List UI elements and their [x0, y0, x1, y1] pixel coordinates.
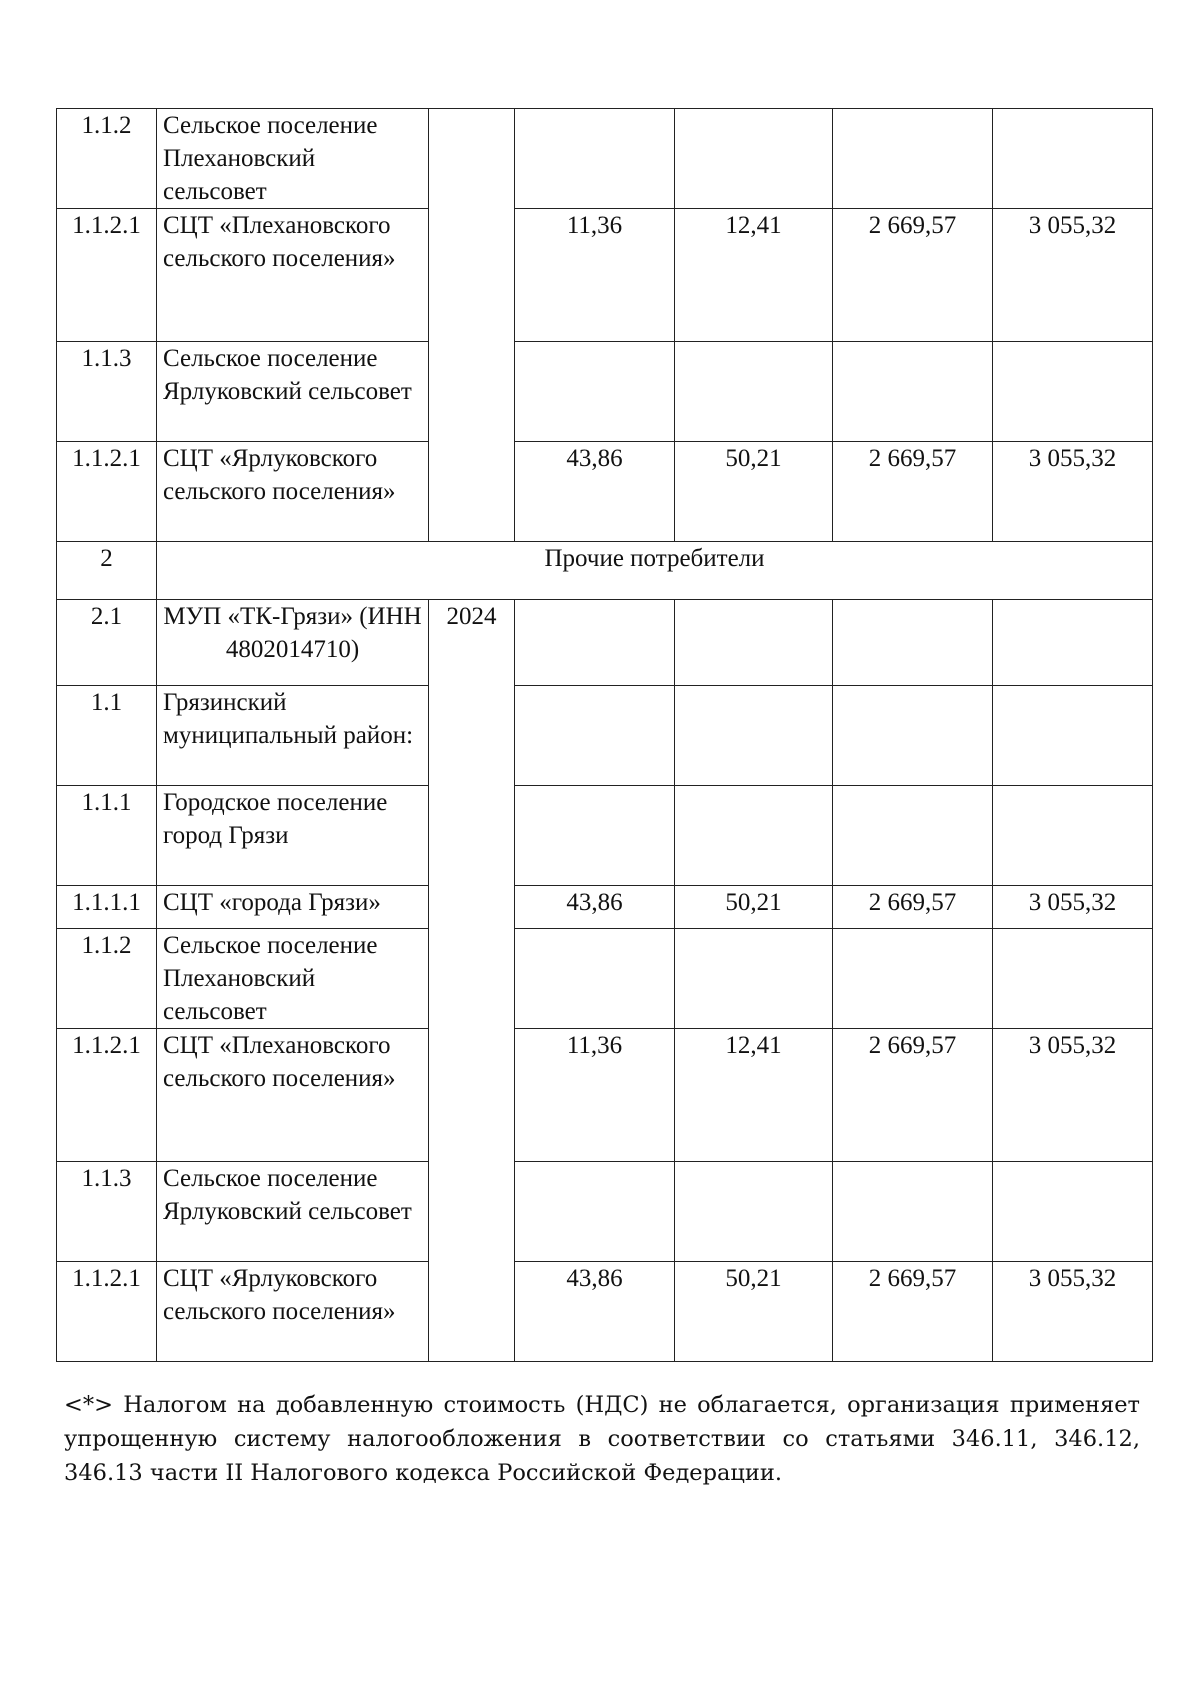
value-cell: 11,36	[515, 209, 675, 342]
row-number: 1.1.2	[57, 929, 157, 1029]
year-cell: 2024	[429, 600, 515, 1362]
row-name: Сельское поселение Ярлуковский сельсовет	[157, 342, 429, 442]
row-number: 1.1.2.1	[57, 1029, 157, 1162]
value-cell: 3 055,32	[993, 442, 1153, 542]
value-cell: 2 669,57	[833, 209, 993, 342]
row-number: 2.1	[57, 600, 157, 686]
value-cell: 50,21	[675, 886, 833, 929]
value-cell: 43,86	[515, 442, 675, 542]
value-cell: 43,86	[515, 886, 675, 929]
table-row	[57, 109, 1153, 209]
tariff-table	[56, 108, 1153, 1362]
row-name: СЦТ «Плехановского сельского поселения»	[157, 1029, 429, 1162]
table-row	[57, 886, 1153, 929]
value-cell: 2 669,57	[833, 886, 993, 929]
value-cell: 2 669,57	[833, 1029, 993, 1162]
row-name: Городское поселение город Грязи	[157, 786, 429, 886]
row-number: 1.1.3	[57, 1162, 157, 1262]
table-row	[57, 1162, 1153, 1262]
table-row	[57, 442, 1153, 542]
value-cell: 2 669,57	[833, 442, 993, 542]
value-cell: 50,21	[675, 442, 833, 542]
value-cell: 11,36	[515, 1029, 675, 1162]
row-number: 1.1.2.1	[57, 209, 157, 342]
row-number: 1.1	[57, 686, 157, 786]
value-cell: 3 055,32	[993, 1029, 1153, 1162]
value-cell: 3 055,32	[993, 886, 1153, 929]
table-row	[57, 600, 1153, 686]
row-number: 1.1.2.1	[57, 442, 157, 542]
table-row	[57, 786, 1153, 886]
table-row	[57, 342, 1153, 442]
row-name: Грязинский муниципальный район:	[157, 686, 429, 786]
row-name: СЦТ «Ярлуковского сельского поселения»	[157, 1262, 429, 1362]
year-cell	[429, 109, 515, 542]
section-title: Прочие потребители	[157, 542, 1153, 600]
row-number: 1.1.2.1	[57, 1262, 157, 1362]
value-cell: 3 055,32	[993, 209, 1153, 342]
footnote: <*> Налогом на добавленную стоимость (НДС) не облагается, организация применяет упрощенную систему налогообложения в соответствии со статьями 346.11, 346.12, 346.13 части II Налогового кодекса Российской Федерации.	[64, 1392, 1140, 1486]
value-cell: 43,86	[515, 1262, 675, 1362]
row-name: Сельское поселение Плехановский сельсовет	[157, 929, 429, 1029]
row-name: СЦТ «города Грязи»	[157, 886, 429, 929]
row-name: МУП «ТК-Грязи» (ИНН 4802014710)	[157, 600, 429, 686]
value-cell: 12,41	[675, 1029, 833, 1162]
row-name: Сельское поселение Плехановский сельсовет	[157, 109, 429, 209]
row-number: 1.1.1.1	[57, 886, 157, 929]
section-number: 2	[57, 542, 157, 600]
row-name: Сельское поселение Ярлуковский сельсовет	[157, 1162, 429, 1262]
value-cell: 12,41	[675, 209, 833, 342]
table-row	[57, 1029, 1153, 1162]
table-row	[57, 686, 1153, 786]
row-number: 1.1.2	[57, 109, 157, 209]
row-number: 1.1.3	[57, 342, 157, 442]
value-cell: 3 055,32	[993, 1262, 1153, 1362]
value-cell: 2 669,57	[833, 1262, 993, 1362]
table-row	[57, 1262, 1153, 1362]
section-header-row	[57, 542, 1153, 600]
row-number: 1.1.1	[57, 786, 157, 886]
table-row	[57, 929, 1153, 1029]
value-cell: 50,21	[675, 1262, 833, 1362]
table-row	[57, 209, 1153, 342]
row-name: СЦТ «Ярлуковского сельского поселения»	[157, 442, 429, 542]
row-name: СЦТ «Плехановского сельского поселения»	[157, 209, 429, 342]
